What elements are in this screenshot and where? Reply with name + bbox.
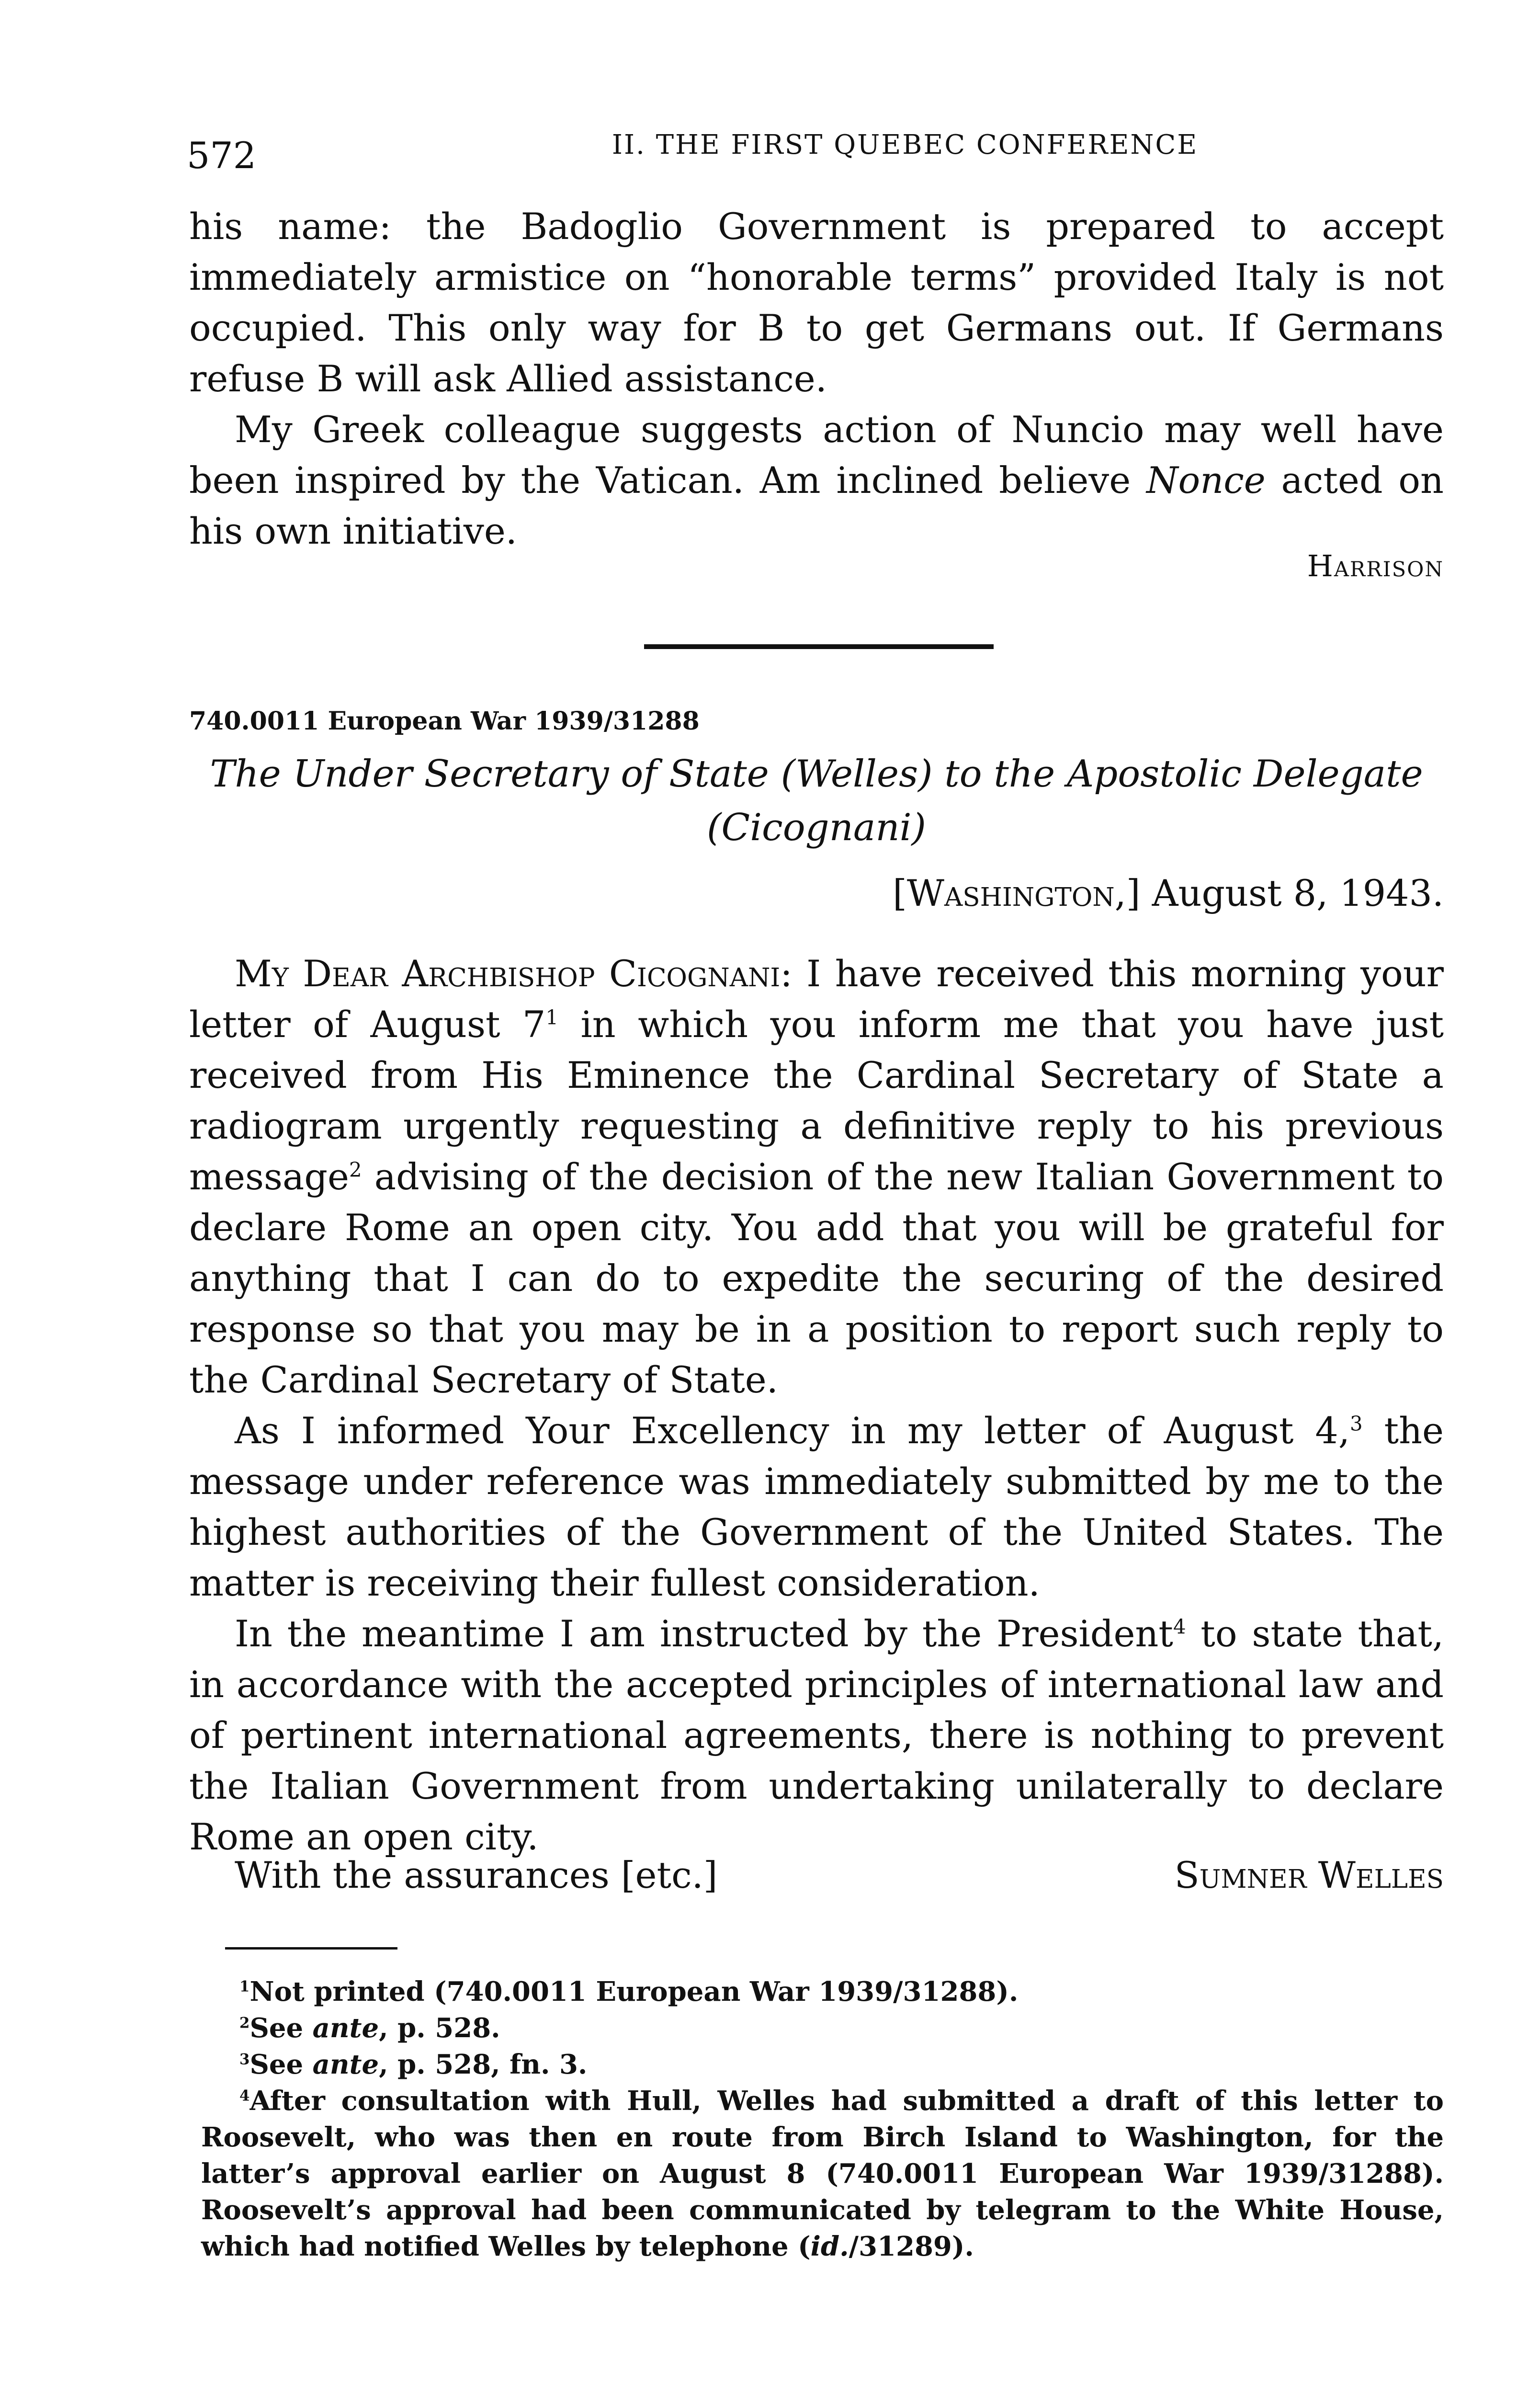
paragraph-text: in which you inform me that you have just received from His Eminence the Cardinal Secretary of State a radiogram urgently requesting a definitive reply to his previous message xyxy=(189,1003,1444,1198)
paragraph-text: his name: the Badoglio Government is prepared to accept immediately armistice on “honorable terms” provided Italy is not occupied. This only way for B to get Germans out. If Germans refuse B will ask Allied assistance. xyxy=(189,205,1444,400)
footnote-marker: 1 xyxy=(545,1005,558,1029)
paragraph-text: to state that, in accordance with the accepted principles of international law and of pertinent international agreements, there is nothing to prevent the Italian Government from undertaking unilaterally to declare Rome an open city. xyxy=(189,1612,1444,1858)
paragraph-text: advising of the decision of the new Italian Government to declare Rome an open city. You add that you will be grateful for anything that I can do to expedite the securing of the desired response so that you may be in a position to report such reply to the Cardinal Secretary of State. xyxy=(189,1155,1444,1401)
complimentary-close: With the assurances [etc.] xyxy=(235,1854,718,1896)
footnote xyxy=(201,2083,1444,2265)
italic-word: ante xyxy=(312,2012,379,2044)
letter-closing xyxy=(189,1854,1444,1906)
body-paragraph xyxy=(189,948,1444,1405)
paragraph-text: I have received this morning your letter of August 7 xyxy=(189,952,1444,1046)
italic-word: id. xyxy=(810,2231,849,2262)
document-title xyxy=(189,747,1444,855)
footnote xyxy=(201,2010,1444,2046)
body-paragraph xyxy=(189,201,1444,404)
signature-welles: Sumner Welles xyxy=(1174,1854,1444,1896)
section-divider xyxy=(644,644,994,649)
footnote-marker: 2 xyxy=(349,1158,362,1182)
paragraph-text: the message under reference was immediately submitted by me to the highest authorities of the Government of the United States. The matter is receiving their fullest consideration. xyxy=(189,1409,1444,1604)
footnote-text: Not printed (740.0011 European War 1939/31288). xyxy=(249,1976,1019,2007)
footnotes xyxy=(201,1973,1444,2265)
running-head: II. THE FIRST QUEBEC CONFERENCE xyxy=(611,129,1199,160)
file-reference: 740.0011 European War 1939/31288 xyxy=(189,707,700,736)
footnote-text: See xyxy=(249,2012,313,2044)
paragraph-text: acted on his own initiative. xyxy=(189,459,1444,552)
body-paragraph xyxy=(189,1608,1444,1862)
paragraph-text: In the meantime I am instructed by the President xyxy=(235,1612,1173,1655)
footnote-marker: 3 xyxy=(1349,1412,1363,1436)
paragraph-text: As I informed Your Excellency in my letter of August 4, xyxy=(235,1409,1350,1452)
footnote-marker: 4 xyxy=(1173,1615,1186,1639)
previous-document-text xyxy=(189,201,1444,557)
title-line: (Cicognani) xyxy=(707,806,926,849)
footnote-text: , p. 528, fn. 3. xyxy=(379,2049,588,2080)
footnote-number: 4 xyxy=(239,2087,250,2105)
footnote-text: , p. 528. xyxy=(379,2012,500,2044)
page-number: 572 xyxy=(187,134,257,177)
footnote-rule xyxy=(225,1947,397,1950)
footnote-text: /31289). xyxy=(849,2231,974,2262)
dateline-date: August 8, 1943. xyxy=(1152,872,1444,914)
signature-harrison: Harrison xyxy=(1307,548,1444,583)
title-line: The Under Secretary of State (Welles) to the Apostolic Delegate xyxy=(210,753,1423,796)
body-paragraph xyxy=(189,1405,1444,1608)
footnote-number: 3 xyxy=(239,2051,250,2068)
italic-word: ante xyxy=(312,2049,379,2080)
body-paragraph xyxy=(189,404,1444,557)
footnote-text: See xyxy=(249,2049,313,2080)
footnote xyxy=(201,2046,1444,2083)
footnote-text: After consultation with Hull, Welles had submitted a draft of this letter to Roosevelt, who was then en route from Birch Island to Washington, for the latter’s approval earlier on August 8 (740.0011 European War 1939/31288). Roosevelt’s approval had been communicated by telegram to the White House, which had notified Welles by telephone ( xyxy=(201,2085,1444,2262)
paragraph-text: My Greek colleague suggests action of Nuncio may well have been inspired by the Vatican. Am inclined believe xyxy=(189,408,1444,502)
dateline xyxy=(718,872,1444,914)
page-header xyxy=(187,129,1446,187)
footnote xyxy=(201,1973,1444,2010)
footnote-number: 2 xyxy=(239,2014,250,2032)
footnote-number: 1 xyxy=(239,1978,250,1996)
salutation: My Dear Archbishop Cicognani: xyxy=(235,952,793,995)
italic-word: Nonce xyxy=(1146,459,1266,502)
letter-body xyxy=(189,948,1444,1862)
dateline-place: [Washington,] xyxy=(893,872,1141,914)
